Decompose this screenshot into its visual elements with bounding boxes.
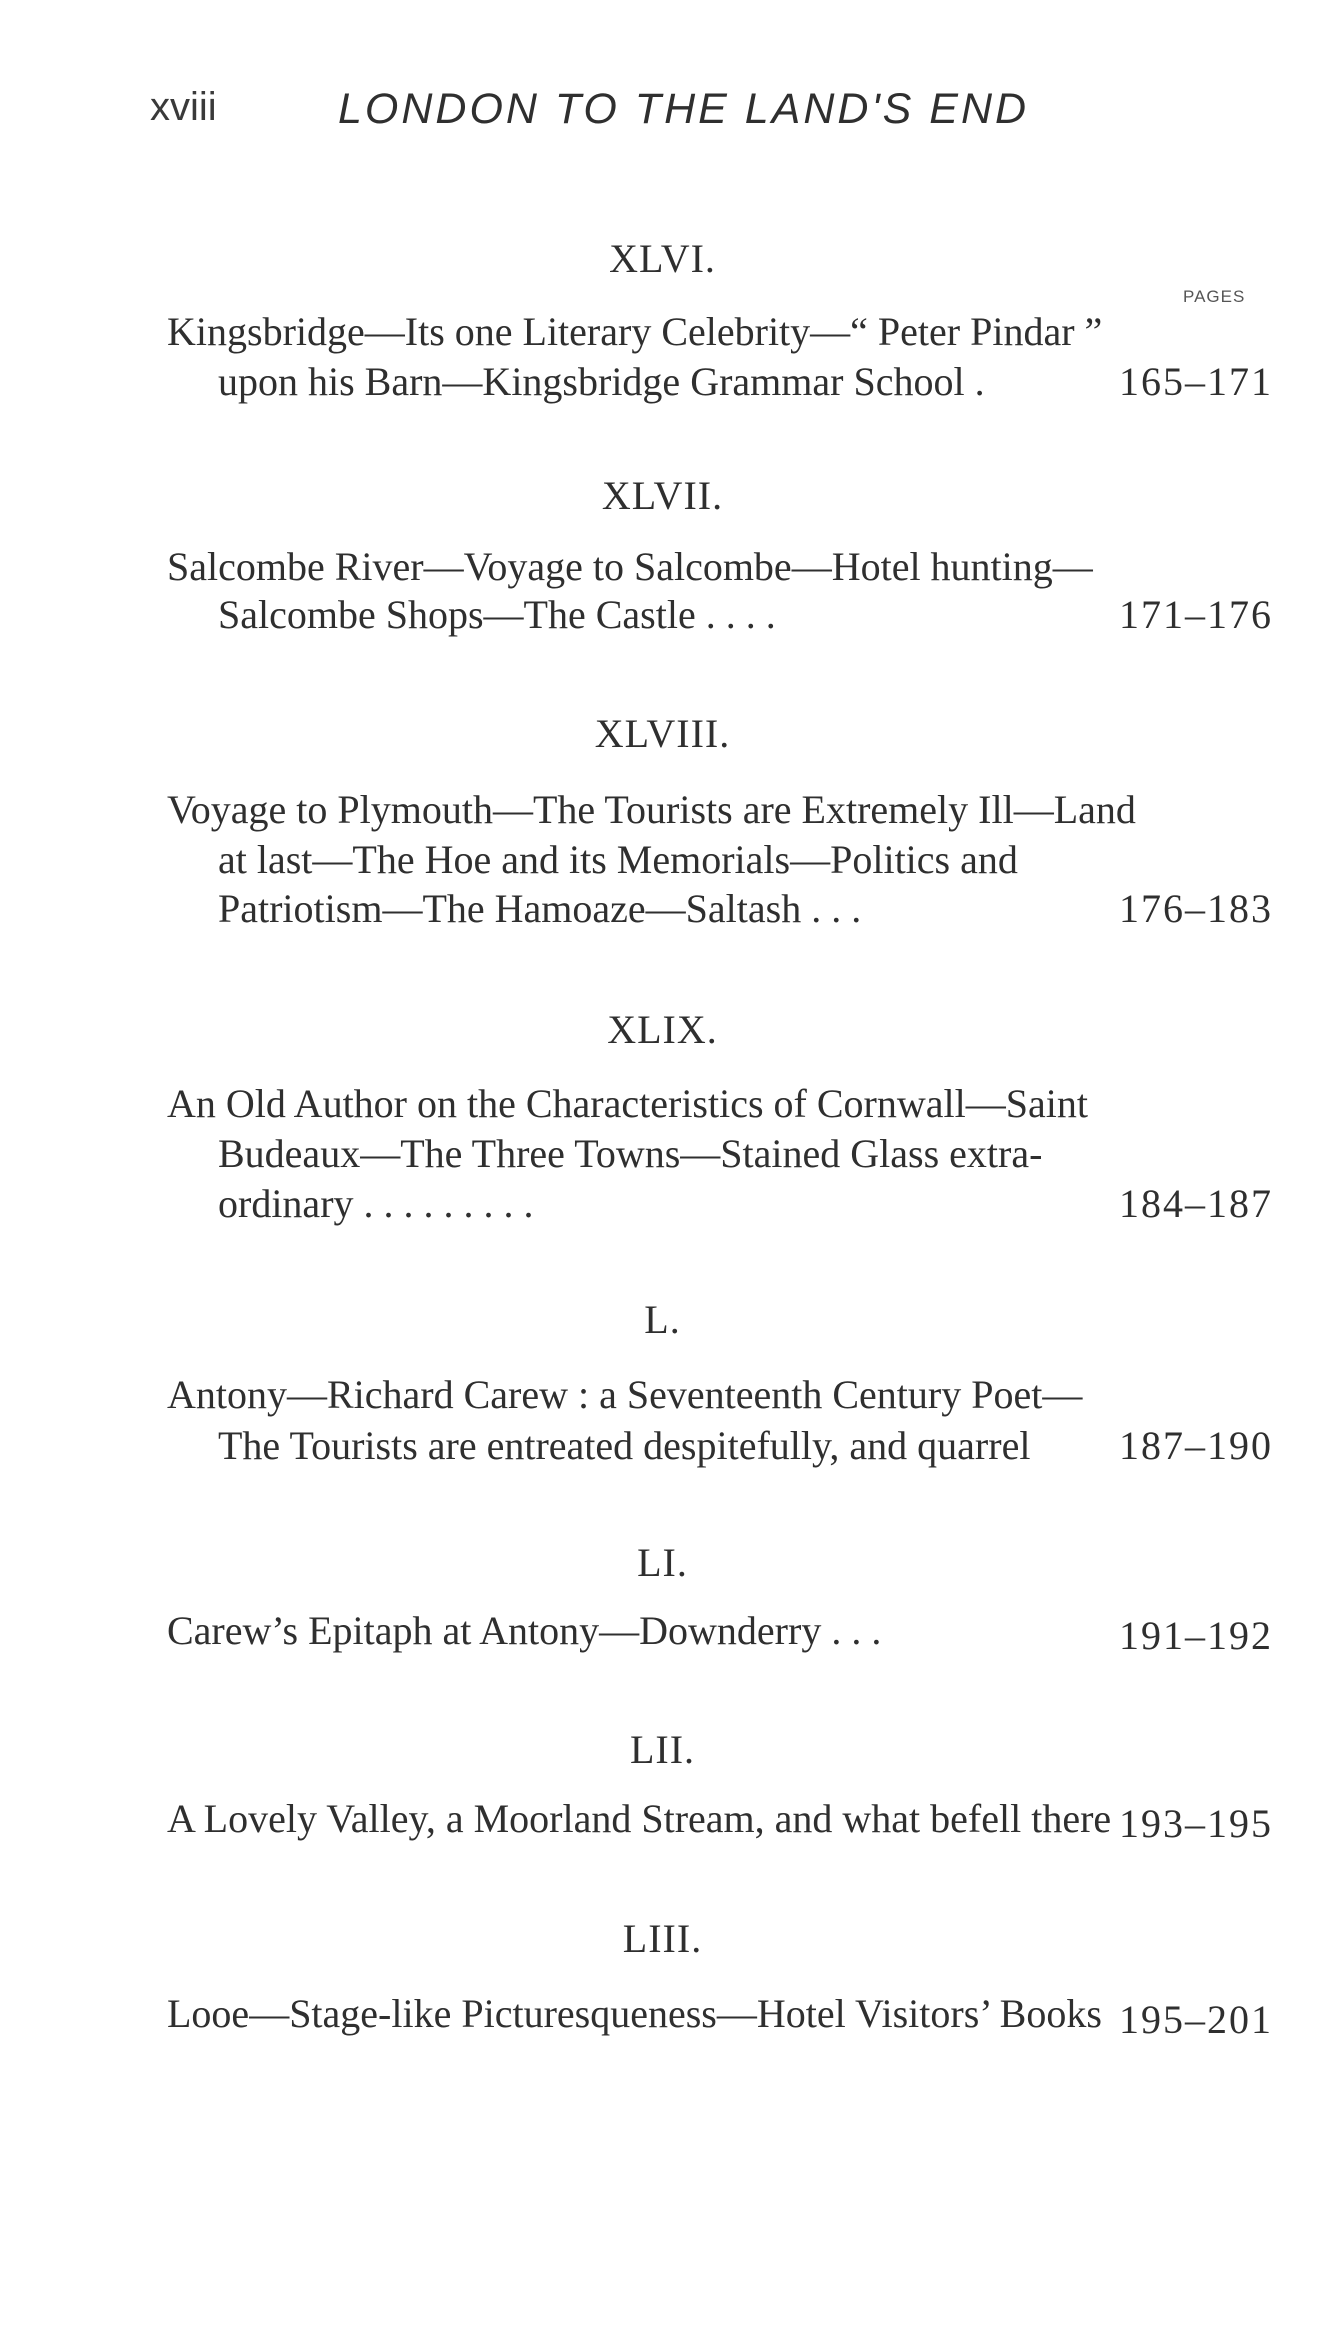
chapter-summary-line: upon his Barn—Kingsbridge Grammar School . bbox=[218, 359, 985, 404]
chapter-numeral: XLVII. bbox=[601, 473, 724, 518]
chapter-pages: 184–187 bbox=[1119, 1181, 1273, 1226]
chapter-numeral: LI. bbox=[637, 1540, 688, 1585]
chapter-summary-line: Antony—Richard Carew : a Seventeenth Century Poet— bbox=[167, 1372, 1083, 1417]
chapter-pages: 191–192 bbox=[1119, 1613, 1273, 1658]
page-header bbox=[0, 85, 1325, 145]
chapter-summary-line: Looe—Stage-like Picturesqueness—Hotel Visitors’ Books bbox=[167, 1991, 1102, 2036]
chapter-pages: 171–176 bbox=[1119, 592, 1273, 637]
chapter-summary-line: The Tourists are entreated despitefully, and quarrel bbox=[218, 1423, 1031, 1468]
chapter-numeral: L. bbox=[644, 1297, 681, 1342]
chapter-summary-line: Voyage to Plymouth—The Tourists are Extremely Ill—Land bbox=[167, 787, 1136, 832]
chapter-numeral: LII. bbox=[629, 1727, 696, 1772]
chapter-summary-line: A Lovely Valley, a Moorland Stream, and what befell there bbox=[167, 1796, 1112, 1841]
chapter-pages: 165–171 bbox=[1119, 359, 1273, 404]
chapter-numeral: XLVIII. bbox=[594, 711, 731, 756]
chapter-summary-line: Patriotism—The Hamoaze—Saltash . . . bbox=[218, 886, 862, 931]
chapter-pages: 193–195 bbox=[1119, 1801, 1273, 1846]
chapter-summary-line: at last—The Hoe and its Memorials—Politics and bbox=[218, 837, 1018, 882]
chapter-summary-line: ordinary . . . . . . . . . bbox=[218, 1181, 534, 1226]
chapter-pages: 195–201 bbox=[1119, 1997, 1273, 2042]
chapter-summary-line: Carew’s Epitaph at Antony—Downderry . . . bbox=[167, 1608, 882, 1653]
chapter-numeral: LIII. bbox=[622, 1916, 703, 1961]
chapter-summary-line: Budeaux—The Three Towns—Stained Glass extra- bbox=[218, 1131, 1043, 1176]
chapter-summary-line: Kingsbridge—Its one Literary Celebrity—“ Peter Pindar ” bbox=[167, 309, 1103, 354]
page-number: xviii bbox=[150, 85, 217, 129]
chapter-pages: 176–183 bbox=[1119, 886, 1273, 931]
chapter-summary-line: An Old Author on the Characteristics of Cornwall—Saint bbox=[167, 1081, 1088, 1126]
chapter-pages: 187–190 bbox=[1119, 1423, 1273, 1468]
pages-column-label: PAGES bbox=[1183, 287, 1246, 306]
chapter-numeral: XLIX. bbox=[607, 1007, 718, 1052]
running-title: LONDON TO THE LAND'S END bbox=[338, 85, 1030, 133]
chapter-numeral: XLVI. bbox=[609, 236, 716, 281]
chapter-summary-line: Salcombe Shops—The Castle . . . . bbox=[218, 592, 776, 637]
chapter-summary-line: Salcombe River—Voyage to Salcombe—Hotel hunting— bbox=[167, 544, 1093, 589]
